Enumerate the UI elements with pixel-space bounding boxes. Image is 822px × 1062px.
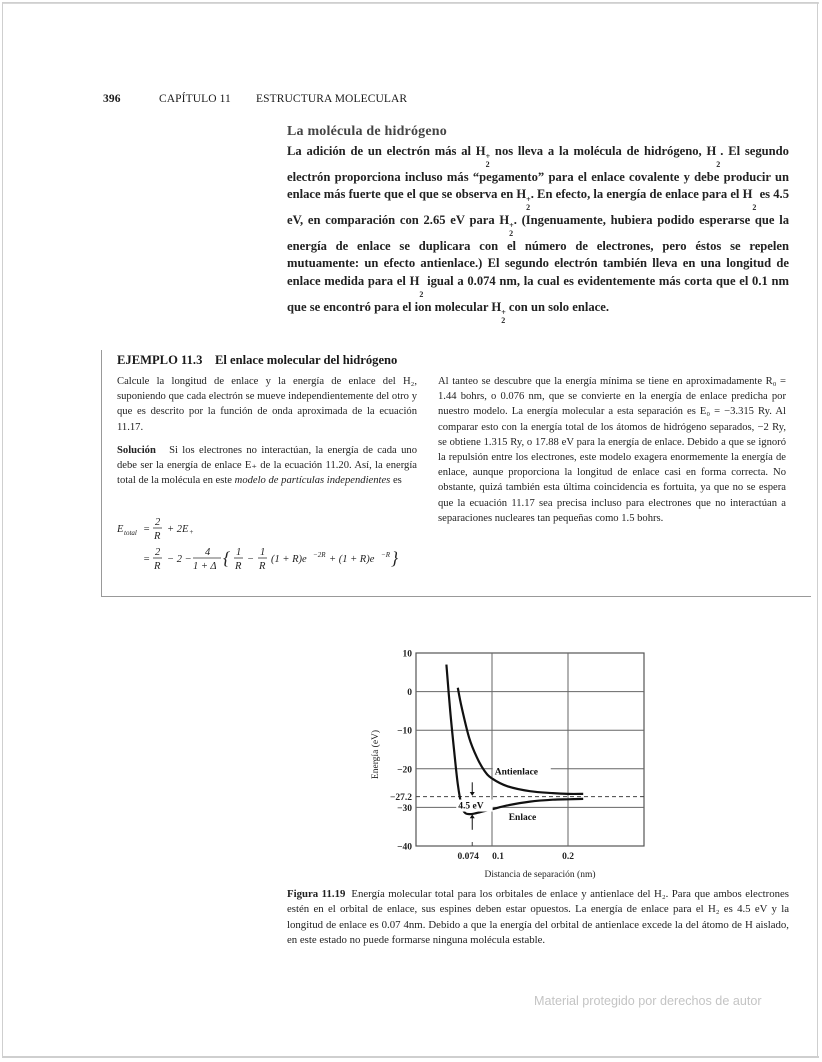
arrowhead-down-icon: [470, 792, 475, 796]
example-label: EJEMPLO 11.3: [117, 353, 203, 367]
example-heading: El enlace molecular del hidrógeno: [214, 353, 398, 367]
page-bottom-border: [2, 1056, 819, 1058]
svg-text:−2R: −2R: [313, 551, 326, 559]
y-tick-label: −20: [397, 765, 412, 776]
solution-text-1: Si los electrones no interactúan, la energía de cada uno debe ser la energía de enlace E₊ de la ecuación 11.20. Así, la energía total de la molécula en este: [117, 444, 417, 487]
chart-svg: [360, 644, 660, 880]
example-left-column: [117, 374, 417, 496]
svg-text:− 2 −: − 2 −: [167, 554, 192, 565]
svg-text:4: 4: [205, 547, 211, 558]
chem-formula: H + 2: [516, 187, 531, 213]
energy-chart: [360, 644, 660, 880]
svg-text:E: E: [182, 524, 189, 535]
y-tick-label: 10: [402, 649, 412, 660]
example-discussion: Al tanteo se descubre que la energía mínima se tiene en aproximadamente R₀ = 1.44 bohrs, o 0.076 nm, que se convierte en la energía de enlace predicha por nuestro modelo. La energía molecular a esta separación es E₀ = −3.315 Ry. Al comparar esto con la energía total de los átomos de hidrógeno separados, −2 Ry, se obtiene 1.315 Ry, o 17.88 eV para la energía de enlace. Debido a que se ignoró la repulsión entre los electrones, este modelo exagera enormemente la energía de enlace, aunque proporciona la longitud de enlace casi en forma correcta. No obstante, quizá también esta última coincidencia es fortuita, ya que no se espera que la ecuación 11.17 sea precisa incluso para electrones que no interactúan a separaciones nucleares tan pequeñas como 1.5 bohrs.: [438, 376, 786, 524]
chapter-title: ESTRUCTURA MOLECULAR: [256, 93, 408, 105]
x-tick-label: 0.1: [492, 852, 504, 862]
example-title: [117, 353, 397, 368]
chem-formula: H 2: [409, 273, 424, 299]
curve-enlace: [446, 665, 583, 815]
svg-text:(1 + R)e: (1 + R)e: [271, 554, 307, 565]
svg-text:1: 1: [260, 547, 266, 558]
chem-formula: H 2: [742, 187, 757, 213]
y-axis-label: Energía (eV): [371, 729, 381, 780]
y-tick-label: −30: [397, 803, 412, 814]
x-tick-label: 0.2: [562, 852, 574, 862]
svg-text:R: R: [259, 561, 266, 572]
equation-render: [117, 514, 422, 576]
label-enlace: Enlace: [508, 812, 537, 823]
svg-text:R: R: [154, 561, 161, 572]
label-antienlace: Antienlace: [494, 767, 539, 778]
example-problem: Calcule la longitud de enlace y la energía de enlace del H₂, suponiendo que cada electrón se mueve independientemente del otro y que es descrito por la función de onda aproximada de la ecuación 11.17.: [117, 376, 417, 433]
solution-text-2: es: [390, 475, 402, 487]
svg-text:+: +: [189, 528, 194, 536]
chem-formula: H 2: [706, 144, 721, 169]
svg-text:}: }: [391, 548, 399, 568]
figure-caption-text: Energía molecular total para los orbitales de enlace y antienlace del H₂. Para que ambos electrones estén en el orbital de enlace, sus espines deben estar opuestos. La energía de enlace para el H₂ es 4.5 eV y la longitud de enlace es 0.07 4nm. Debido a que la energía del orbital de antienlace excede la del átomo de H aislado, en este estado no puede formarse ninguna molécula estable.: [287, 888, 789, 947]
page-number: 396: [103, 93, 121, 105]
figure-caption: [287, 887, 789, 949]
example-solution: [117, 443, 417, 489]
svg-text:1 + Δ: 1 + Δ: [193, 561, 217, 572]
y-tick-label: 0: [407, 688, 412, 699]
svg-text:−: −: [247, 554, 255, 565]
chem-formula: H + 2: [491, 299, 506, 325]
svg-text:+ 2: + 2: [167, 524, 182, 535]
svg-text:1: 1: [236, 547, 242, 558]
svg-text:{: {: [223, 548, 231, 568]
figure-label: Figura 11.19: [287, 888, 346, 900]
svg-text:+ (1 + R)e: + (1 + R)e: [329, 554, 375, 565]
y-tick-label: −10: [397, 726, 412, 737]
example-right-column: [438, 374, 786, 534]
y-tick-label: −40: [397, 842, 412, 853]
svg-text:=: =: [143, 524, 151, 535]
svg-text:2: 2: [155, 547, 161, 558]
chem-formula: H + 2: [475, 144, 491, 169]
svg-text:R: R: [235, 561, 242, 572]
svg-text:−R: −R: [381, 551, 390, 559]
section-paragraph: La adición de un electrón más al H + 2 nos lleva a la molécula de hidrógeno, H 2 . El segundo electrón proporciona incluso más “pegamento” para el enlace covalente y debe producir un enlace más fuerte que el que se observa en H + 2 . En efecto, la energía de enlace para el H 2 es 4.5 eV, en comparación con 2.65 eV para H + 2 . (Ingenuamente, hubiera podido esperarse que la energía de enlace se duplicara con el número de electrones, pero éstos se repelen mutuamente: un efecto antienlace.) El segundo electrón también lleva en una longitud de enlace medida para el H 2 igual a 0.074 nm, la cual es evidentemente más corta que el 0.1 nm que se encontró para el ion molecular H + 2 con un solo enlace.: [287, 144, 790, 325]
label-4-5-ev: 4.5 eV: [458, 801, 484, 812]
y-tick-label: −27.2: [389, 793, 412, 804]
svg-text:E: E: [117, 524, 124, 535]
solution-italic: modelo de partículas independientes: [234, 475, 391, 487]
copyright-watermark: Material protegido por derechos de autor: [534, 994, 762, 1008]
svg-text:R: R: [154, 531, 161, 542]
section-hydrogen-molecule: [287, 124, 789, 325]
x-tick-label: 0.074: [457, 852, 479, 862]
x-axis-label: Distancia de separación (nm): [484, 870, 596, 880]
svg-text:2: 2: [155, 517, 161, 528]
chem-formula: H + 2: [499, 213, 514, 239]
svg-text:total: total: [124, 529, 137, 537]
solution-label: Solución: [117, 444, 156, 456]
total-energy-equation: [117, 514, 422, 576]
section-heading: La molécula de hidrógeno: [287, 124, 447, 139]
svg-text:=: =: [143, 554, 151, 565]
chapter-label: CAPÍTULO 11: [159, 93, 231, 105]
curve-antienlace: [458, 688, 583, 794]
